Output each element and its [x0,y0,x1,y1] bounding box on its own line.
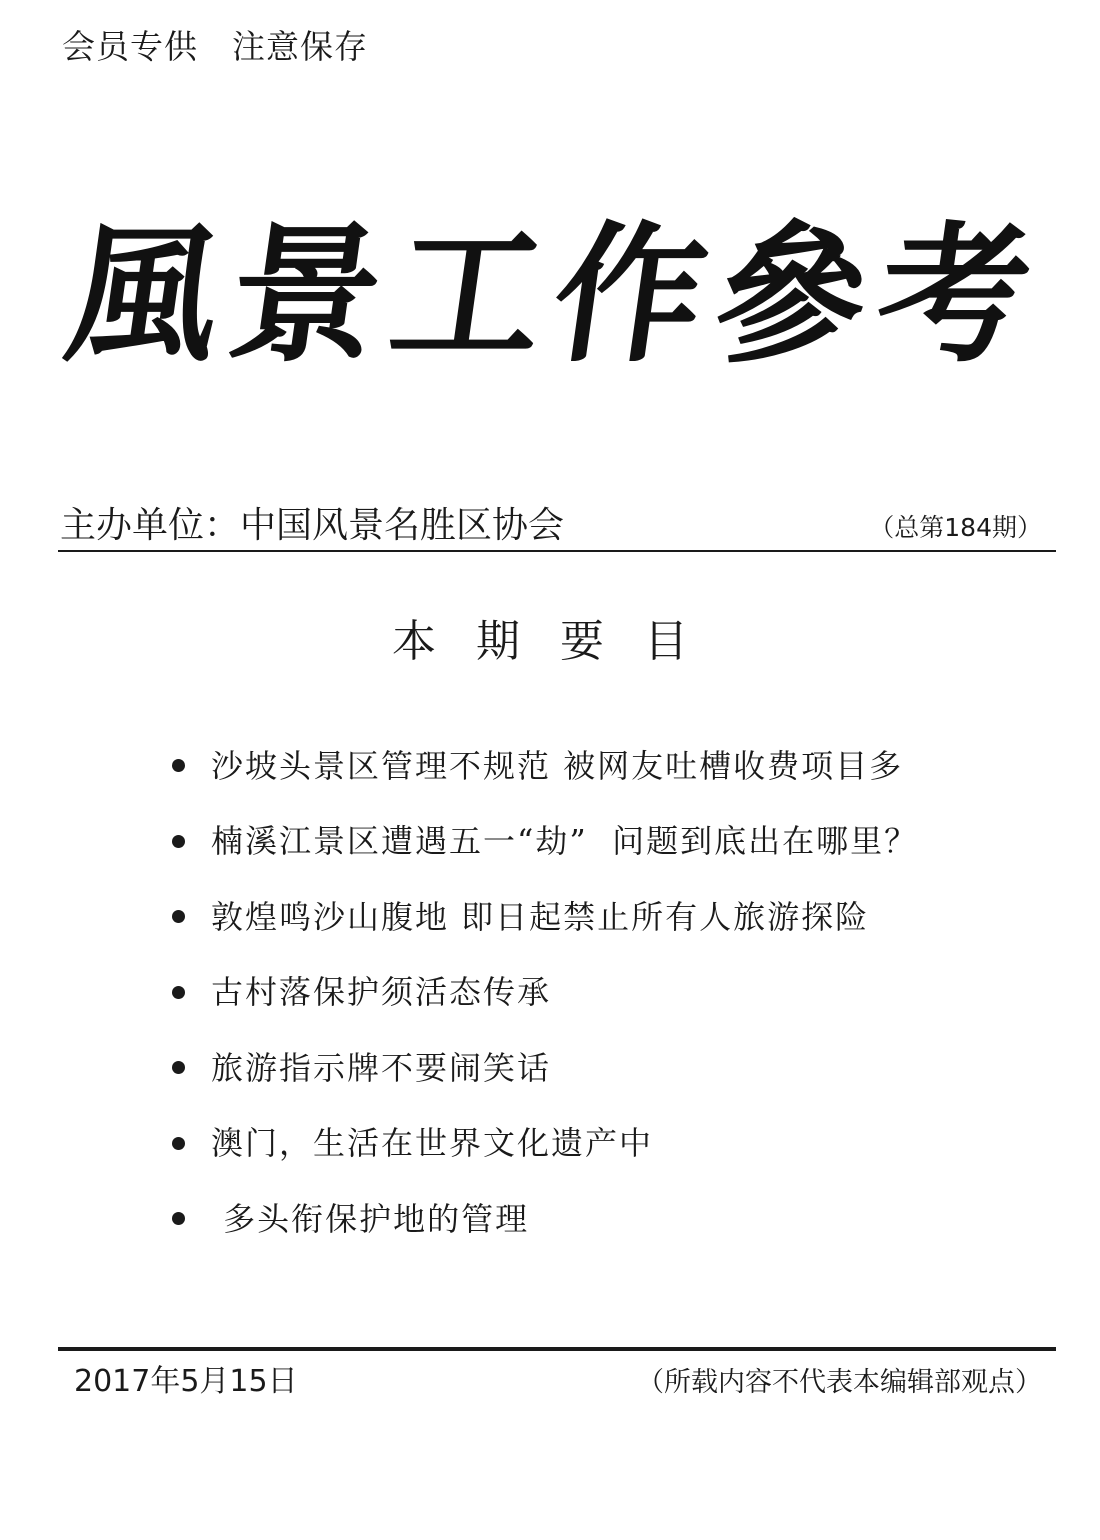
publication-date: 2017年5月15日 [74,1364,298,1399]
toc-heading: 本期要目 [392,616,728,667]
bullet-icon [172,1061,185,1074]
toc-item[interactable] [170,1030,1050,1106]
toc-item[interactable] [170,804,1050,880]
toc-item-text: 敦煌鸣沙山腹地 即日起禁止所有人旅游探险 [211,897,870,936]
toc-item[interactable] [170,1181,1050,1257]
bullet-icon [172,910,185,923]
bullet-icon [172,759,185,772]
masthead-title: 風景工作參考 [56,207,1054,383]
toc-item[interactable] [170,879,1050,955]
bullet-icon [172,1212,185,1225]
toc-item[interactable] [170,728,1050,804]
toc-item-text: 沙坡头景区管理不规范 被网友吐槽收费项目多 [211,746,904,785]
toc-item-text: 楠溪江景区遭遇五一“劫” 问题到底出在哪里？ [211,822,919,861]
disclaimer: （所载内容不代表本编辑部观点） [637,1367,1042,1398]
bullet-icon [172,1137,185,1150]
toc-item-text: 旅游指示牌不要闹笑话 [211,1048,552,1087]
bullet-icon [172,835,185,848]
toc-item-text: 澳门，生活在世界文化遗产中 [211,1124,654,1163]
bullet-icon [172,986,185,999]
footer-divider [58,1347,1056,1351]
toc-item-text: 古村落保护须活态传承 [211,973,552,1012]
toc-list [170,728,1050,1257]
toc-item[interactable] [170,1106,1050,1182]
issue-number: （总第184期） [869,513,1042,542]
sponsor-unit: 主办单位：中国风景名胜区协会 [60,505,565,546]
toc-item[interactable] [170,955,1050,1031]
member-notice: 会员专供 注意保存 [62,27,368,66]
header-divider [58,550,1056,552]
toc-item-text: 多头衔保护地的管理 [211,1199,530,1238]
